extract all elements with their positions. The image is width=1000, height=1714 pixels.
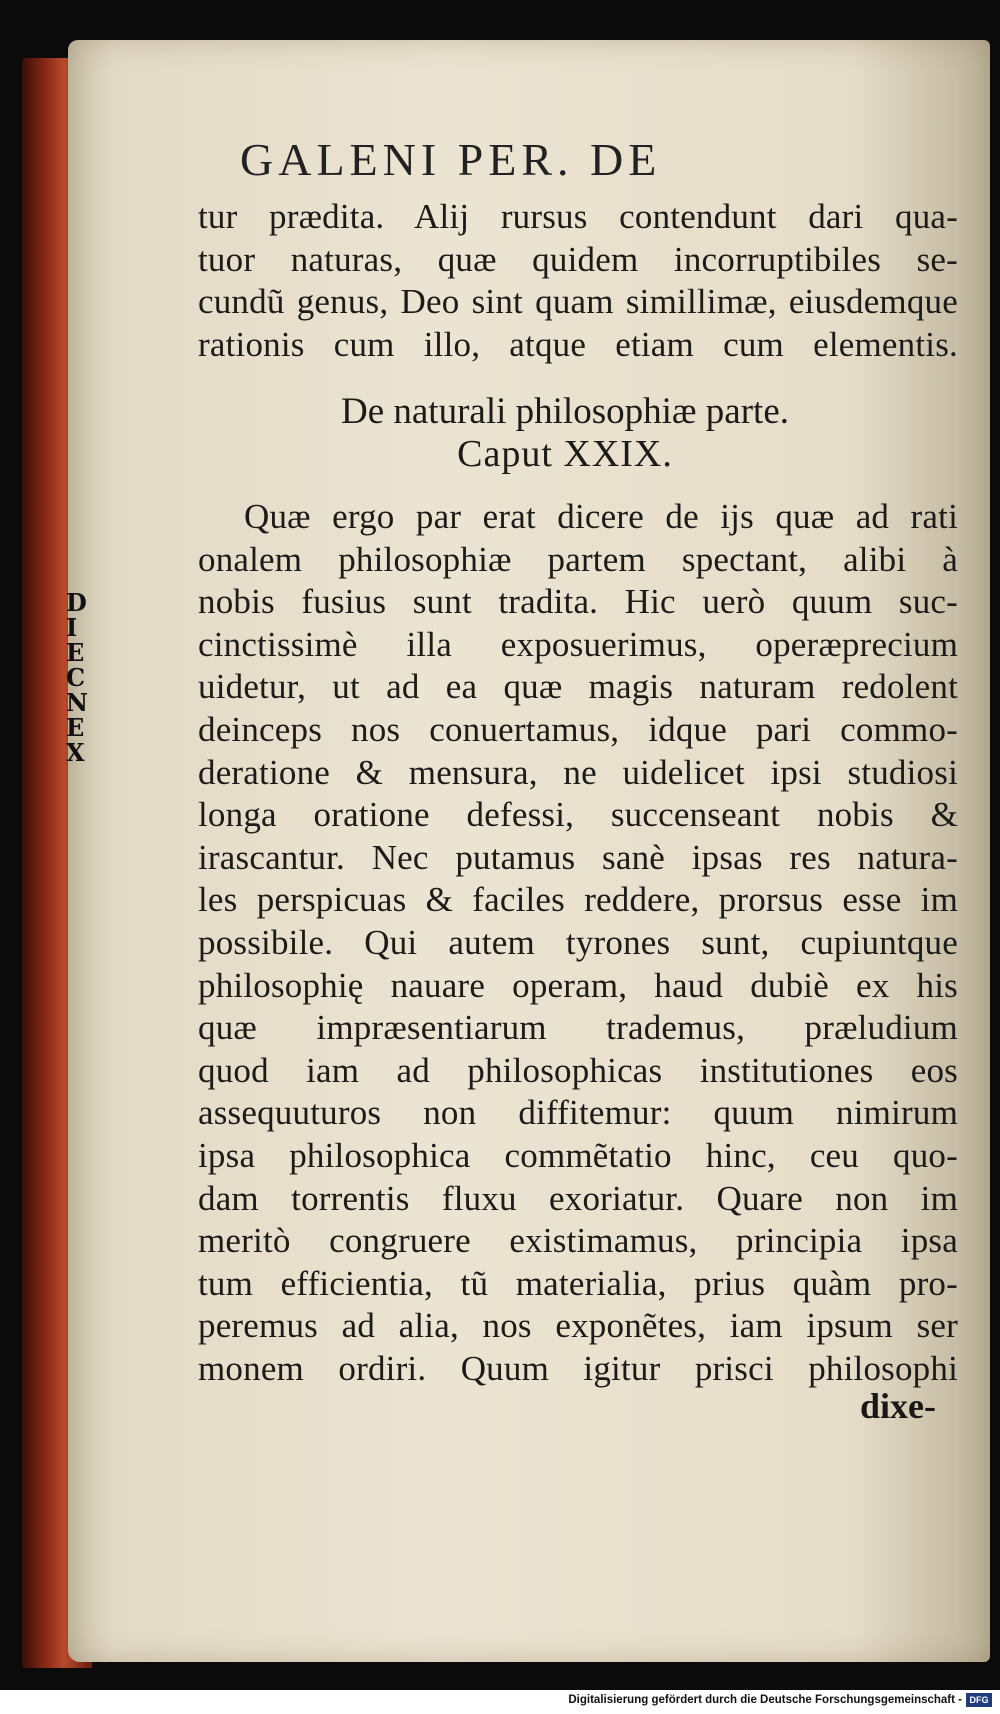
running-head: GALENI PER. DE (240, 134, 662, 185)
text-line: onalem philosophiæ partem spectant, alibi à (198, 539, 958, 579)
text-line: philosophię nauare operam, haud dubiè ex his (198, 965, 958, 1005)
chapter-title: De naturali philosophiæ parte. (340, 391, 789, 432)
footer-credit: Digitalisierung gefördert durch die Deutsche Forschungsgemeinschaft - (568, 1694, 962, 1706)
text-line: possibile. Qui autem tyrones sunt, cupiuntque (198, 922, 958, 962)
text-line: quæ impræsentiarum trademus, præludium (198, 1008, 958, 1048)
text-line: nobis fusius sunt tradita. Hic uerò quum suc- (198, 582, 958, 622)
text-line: ipsa philosophica commẽtatio hinc, ceu quo- (198, 1135, 958, 1175)
edge-letter: D (66, 588, 87, 617)
text-line: dam torrentis fluxu exoriatur. Quare non im (198, 1178, 958, 1218)
text-line: Quæ ergo par erat dicere de ijs quæ ad rati (244, 497, 958, 536)
text-line: cundũ genus, Deo sint quam simillimæ, eiusdemque (198, 282, 958, 322)
text-line: rationis cum illo, atque etiam cum elementis. (198, 324, 958, 364)
chapter-number: Caput XXIX. (457, 433, 673, 475)
text-line: deratione & mensura, ne uidelicet ipsi studiosi (198, 752, 958, 792)
text-line: tuor naturas, quæ quidem incorruptibiles se- (198, 239, 958, 279)
edge-letter: X (66, 738, 85, 767)
text-line: cinctissimè illa exposuerimus, operæprecium (198, 624, 958, 664)
text-line: tur prædita. Alij rursus contendunt dari qua- (198, 197, 958, 236)
text-line: tum efficientia, tũ materialia, prius quàm pro- (198, 1263, 958, 1303)
body-paragraph (198, 496, 958, 1390)
text-line: deinceps nos conuertamus, idque pari commo- (198, 709, 958, 749)
top-paragraph (198, 196, 958, 366)
text-line: irascantur. Nec putamus sanè ipsas res natura- (198, 837, 958, 877)
edge-letter: E (66, 713, 85, 742)
edge-letter: E (66, 638, 85, 667)
catchword: dixe- (860, 1386, 936, 1426)
dfg-logo: DFG (966, 1693, 992, 1707)
text-line: meritò congruere existimamus, principia ipsa (198, 1221, 958, 1261)
edge-letters (66, 590, 86, 765)
text-line: uidetur, ut ad ea quæ magis naturam redolent (198, 667, 958, 707)
text-line: peremus ad alia, nos exponẽtes, iam ipsum ser (198, 1306, 958, 1346)
text-line: monem ordiri. Quum igitur prisci philosophi (198, 1348, 958, 1388)
edge-letter: I (66, 613, 78, 642)
text-line: les perspicuas & faciles reddere, prorsus esse im (198, 880, 958, 920)
text-line: longa oratione defessi, succenseant nobis & (198, 795, 958, 835)
edge-letter: N (66, 688, 88, 717)
edge-letter: C (66, 663, 86, 692)
text-line: quod iam ad philosophicas institutiones eos (198, 1050, 958, 1090)
text-line: assequuturos non diffitemur: quum nimirum (198, 1093, 958, 1133)
